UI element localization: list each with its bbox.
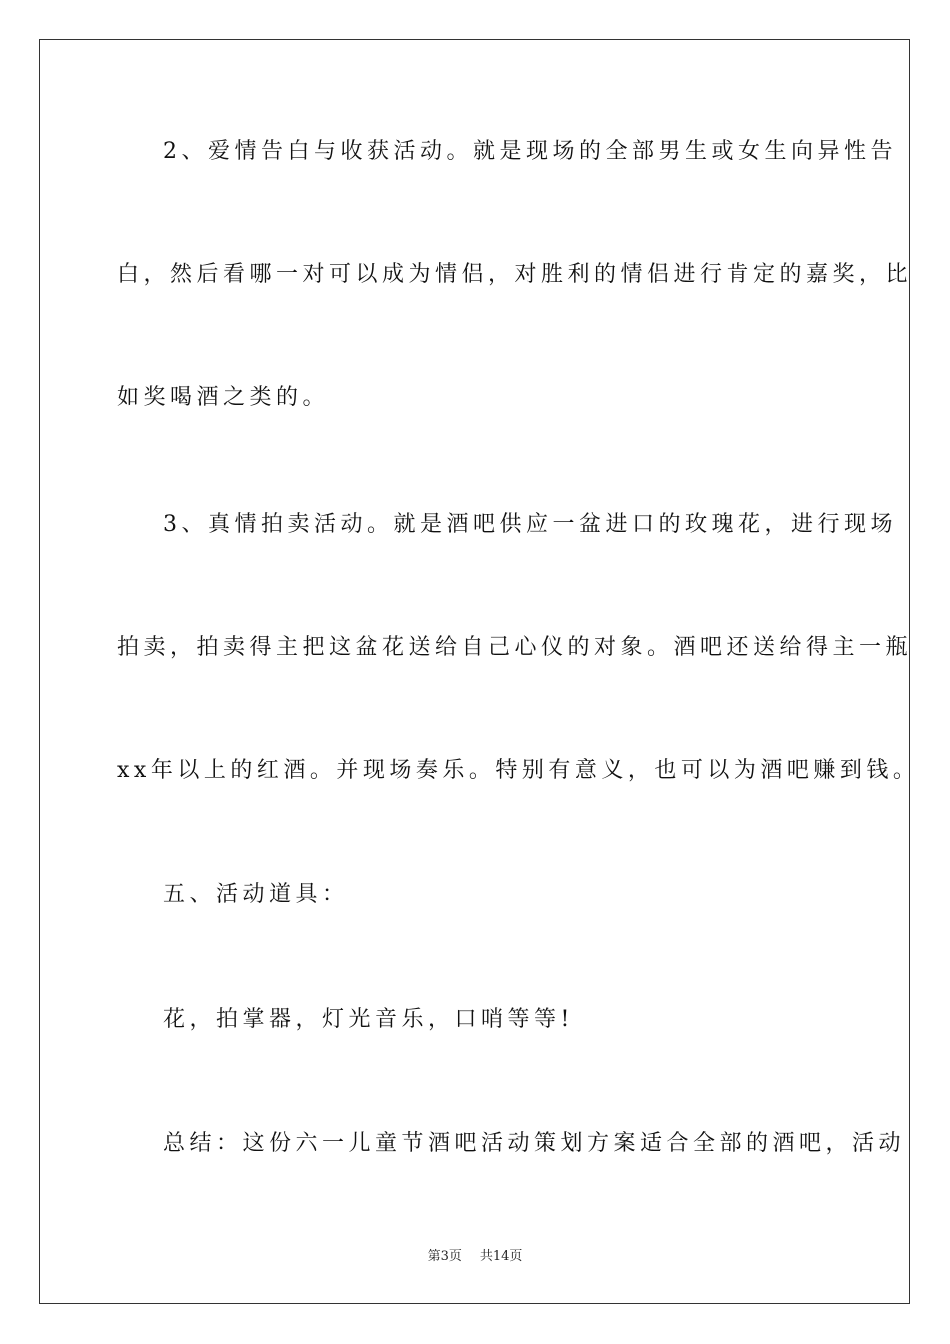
page-total: 共14页 [479,1249,523,1264]
section-heading: 五、活动道具： [163,882,349,907]
paragraph-line: 拍卖，拍卖得主把这盆花送给自己心仪的对象。酒吧还送给得主一瓶 [117,635,913,660]
paragraph-line: 如奖喝酒之类的。 [117,385,330,410]
page-number: 第3页 [427,1249,462,1264]
paragraph-line: 花，拍掌器，灯光音乐，口哨等等! [163,1007,574,1032]
page-footer [0,1248,950,1266]
paragraph-line: 2、爱情告白与收获活动。就是现场的全部男生或女生向异性告 [163,139,897,164]
paragraph-line: 总结：这份六一儿童节酒吧活动策划方案适合全部的酒吧，活动 [163,1131,906,1156]
paragraph-line: xx年以上的红酒。并现场奏乐。特别有意义，也可以为酒吧赚到钱。 [117,758,920,783]
paragraph-line: 3、真情拍卖活动。就是酒吧供应一盆进口的玫瑰花，进行现场 [163,512,897,537]
paragraph-line: 白，然后看哪一对可以成为情侣，对胜利的情侣进行肯定的嘉奖，比 [117,262,913,287]
page-border [39,39,910,1304]
